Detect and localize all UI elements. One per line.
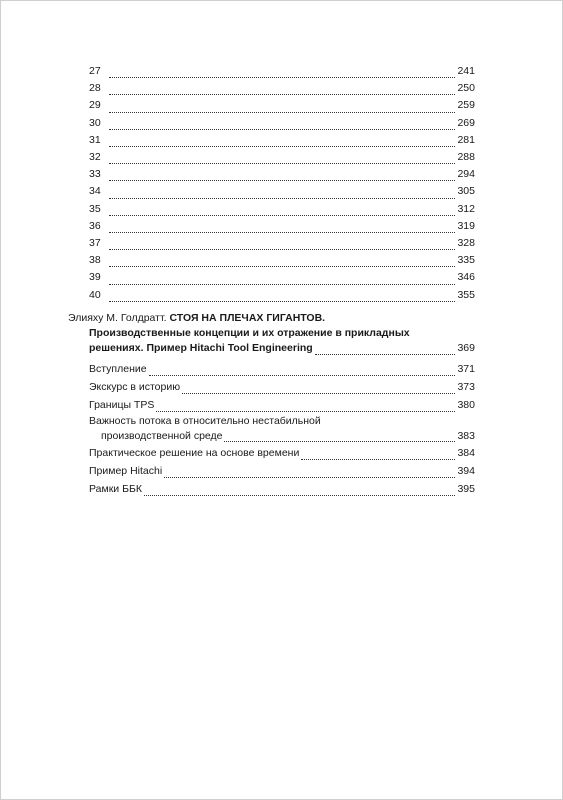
entry-label: Экскурс в историю: [89, 380, 181, 393]
page-number: 383: [457, 429, 475, 442]
subtitle-line-1: Производственные концепции и их отражение в прикладных: [89, 327, 410, 340]
dot-leader: [109, 111, 455, 113]
dot-leader: [109, 300, 455, 302]
section-heading: [68, 311, 475, 326]
section-author: Элияху М. Голдратт.: [68, 312, 167, 324]
dot-leader: [182, 392, 455, 394]
toc-row[interactable]: [89, 252, 475, 269]
toc-row[interactable]: [89, 462, 475, 480]
dot-leader: [149, 374, 456, 376]
entry-label: Рамки ББК: [89, 482, 142, 495]
page-number: 355: [457, 288, 475, 301]
chapter-number: 32: [89, 151, 101, 164]
dot-leader: [109, 93, 455, 95]
dot-leader: [109, 231, 455, 233]
chapter-number: 40: [89, 288, 101, 301]
dot-leader: [109, 214, 455, 216]
dot-leader: [109, 128, 455, 130]
page-number: 312: [457, 202, 475, 215]
page-number: 305: [457, 185, 475, 198]
toc-row[interactable]: [89, 201, 475, 218]
entry-label: Практическое решение на основе времени: [89, 446, 300, 459]
entry-label-line-2: производственной среде: [101, 429, 223, 442]
entry-label: Границы TPS: [89, 398, 155, 411]
toc-row[interactable]: [89, 378, 475, 396]
page-number: 380: [457, 398, 475, 411]
dot-leader: [109, 179, 455, 181]
toc-row: [89, 429, 475, 444]
subtitle-line-2: решениях. Пример Hitachi Tool Engineering: [89, 342, 313, 355]
entry-label: Вступление: [89, 362, 147, 375]
dot-leader: [156, 410, 455, 412]
toc-row[interactable]: [89, 287, 475, 304]
section-title: СТОЯ НА ПЛЕЧАХ ГИГАНТОВ.: [169, 312, 326, 324]
toc-row[interactable]: [89, 149, 475, 166]
page-number: 346: [457, 271, 475, 284]
page-number: 371: [457, 362, 475, 375]
dot-leader: [144, 494, 455, 496]
page-number: 294: [457, 168, 475, 181]
page-number: 369: [457, 342, 475, 355]
dot-leader: [109, 145, 455, 147]
dot-leader: [109, 197, 455, 199]
entry-label-line-1: Важность потока в относительно нестабильной: [89, 414, 321, 427]
entry-label: Пример Hitachi: [89, 464, 163, 477]
page-number: 288: [457, 151, 475, 164]
section-entries: [68, 360, 475, 498]
chapter-number: 33: [89, 168, 101, 181]
toc-row[interactable]: [89, 115, 475, 132]
chapter-number: 29: [89, 99, 101, 112]
chapter-number: 36: [89, 219, 101, 232]
toc-row[interactable]: [89, 97, 475, 114]
chapter-number: 34: [89, 185, 101, 198]
chapter-number: 30: [89, 116, 101, 129]
toc-row[interactable]: [89, 360, 475, 378]
dot-leader: [109, 76, 455, 78]
toc-row[interactable]: [89, 269, 475, 286]
chapter-number: 31: [89, 133, 101, 146]
dot-leader: [109, 265, 455, 267]
page-number: 241: [457, 65, 475, 77]
toc-row[interactable]: [89, 235, 475, 252]
appendix-section: [68, 311, 475, 498]
toc-row[interactable]: [89, 218, 475, 235]
toc-row[interactable]: [89, 166, 475, 183]
chapter-number: 27: [89, 65, 101, 77]
page-number: 335: [457, 254, 475, 267]
page-number: 328: [457, 237, 475, 250]
toc-row[interactable]: [89, 132, 475, 149]
page-number: 394: [457, 464, 475, 477]
chapter-number: 39: [89, 271, 101, 284]
page-number: 281: [457, 133, 475, 146]
section-subtitle: [68, 326, 475, 356]
dot-leader: [301, 458, 455, 460]
dot-leader: [315, 353, 456, 355]
chapter-number: 28: [89, 82, 101, 95]
toc-row[interactable]: [89, 396, 475, 414]
chapter-list: [89, 63, 475, 304]
page-number: 373: [457, 380, 475, 393]
page-number: 319: [457, 219, 475, 232]
dot-leader: [109, 283, 455, 285]
chapter-number: 37: [89, 237, 101, 250]
dot-leader: [224, 440, 455, 442]
page-number: 395: [457, 482, 475, 495]
toc-row[interactable]: [89, 183, 475, 200]
dot-leader: [109, 248, 455, 250]
page-number: 269: [457, 116, 475, 129]
toc-multiline-entry[interactable]: [89, 414, 475, 444]
toc-row[interactable]: [89, 80, 475, 97]
toc-row[interactable]: [89, 63, 475, 80]
toc-row[interactable]: [89, 444, 475, 462]
page-number: 250: [457, 82, 475, 95]
page-number: 259: [457, 99, 475, 112]
chapter-number: 38: [89, 254, 101, 267]
toc-row[interactable]: [89, 341, 475, 356]
page-number: 384: [457, 446, 475, 459]
dot-leader: [164, 476, 455, 478]
dot-leader: [109, 162, 455, 164]
toc-row[interactable]: [89, 480, 475, 498]
chapter-number: 35: [89, 202, 101, 215]
